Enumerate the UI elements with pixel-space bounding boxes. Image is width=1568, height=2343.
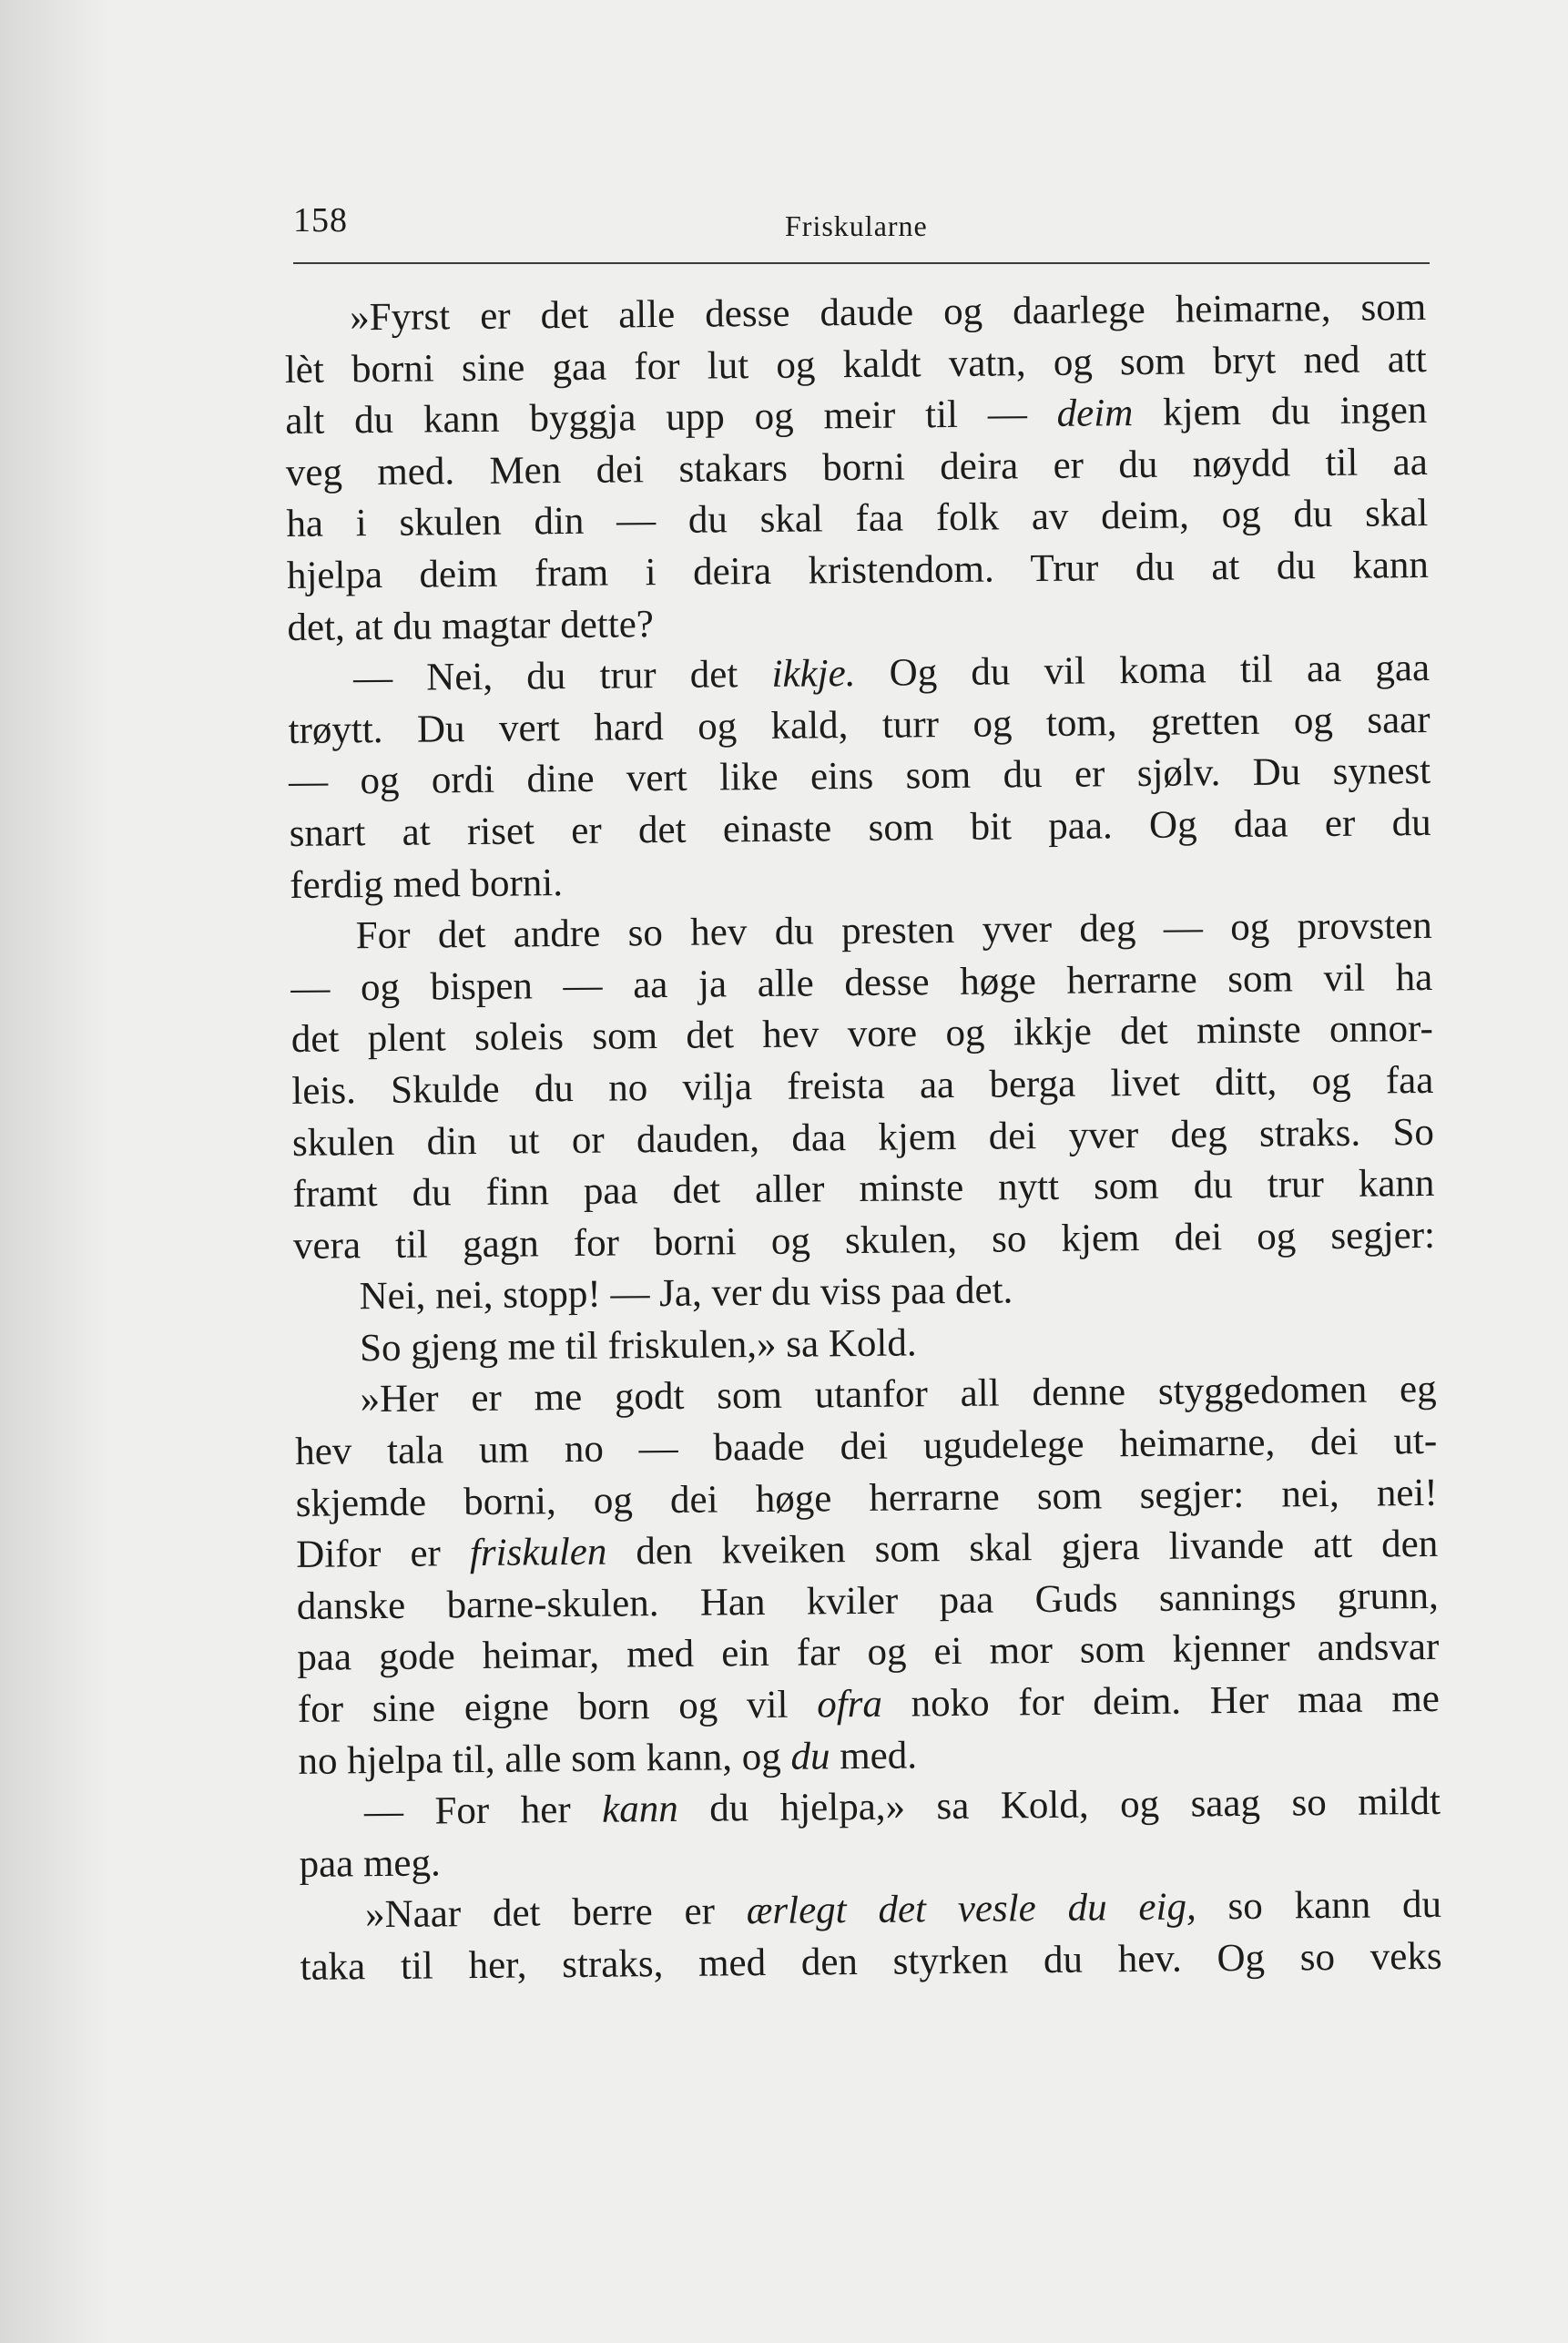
text-line: leis. Skulde du no vilja freista aa berga livet ditt, og faa [291, 1058, 1434, 1113]
text-line: ferdig med borni. [290, 861, 564, 907]
running-title: Friskularne [785, 209, 928, 242]
text-line: danske barne-skulen. Han kviler paa Guds sannings grunn, [296, 1574, 1440, 1628]
text-line: det, at du magtar dette? [287, 602, 655, 649]
emphasis: deim [1056, 392, 1134, 436]
text-line: — og bispen — aa ja alle desse høge herrarne som vil ha [290, 955, 1433, 1010]
text-line: Difor er friskulen den kveiken som skal gjera livande att den [296, 1523, 1439, 1577]
emphasis: kann [601, 1788, 678, 1831]
text-line: »Fyrst er det alle desse daude og daarlege heimarne, som [350, 285, 1427, 340]
text-line: taka til her, straks, med den styrken du hev. Og so veks [300, 1934, 1442, 1989]
text-line: skulen din ut or dauden, daa kjem dei yver deg straks. So [291, 1110, 1435, 1165]
text-line: framt du finn paa det aller minste nytt som du trur kann [292, 1162, 1435, 1217]
text-line: lèt borni sine gaa for lut og kaldt vatn, og som bryt ned att [284, 337, 1427, 392]
text-line: — Nei, du trur det ikkje. Og du vil koma til aa gaa [352, 647, 1431, 700]
text-line: det plent soleis som det hev vore og ikkje det minste onnor- [290, 1007, 1434, 1062]
text-line: for sine eigne born og vil ofra noko for deim. Her maa me [297, 1676, 1441, 1731]
text-line: veg med. Men dei stakars borni deira er du nøydd til aa [285, 440, 1429, 494]
emphasis: ærlegt det vesle du eig, [746, 1885, 1196, 1933]
body-text [284, 282, 1442, 1994]
emphasis: ikkje. [771, 652, 856, 697]
text-line: Nei, nei, stopp! — Ja, ver du viss paa det. [359, 1268, 1013, 1319]
text-line: — For her kann du hjelpa,» sa Kold, og saag so mildt [363, 1780, 1441, 1834]
text-line: hjelpa deim fram i deira kristendom. Trur du at du kann [286, 543, 1430, 597]
text-line: trøytt. Du vert hard og kald, turr og tom, gretten og saar [288, 698, 1431, 752]
text-line: For det andre so hev du presten yver deg — og provsten [355, 904, 1432, 958]
page-header [293, 188, 1430, 264]
text-line: paa meg. [299, 1841, 441, 1886]
text-line: paa gode heimar, med ein far og ei mor som kjenner andsvar [297, 1625, 1440, 1680]
text-line: — og ordi dine vert like eins som du er sjølv. Du synest [288, 749, 1431, 804]
text-line: skjemde borni, og dei høge herrarne som segjer: nei, nei! [295, 1471, 1438, 1525]
text-line: snart at riset er det einaste som bit paa. Og daa er du [289, 800, 1431, 855]
emphasis: ofra [816, 1682, 883, 1727]
emphasis: friskulen [469, 1530, 607, 1575]
page-number: 158 [293, 201, 348, 239]
text-line: hev tala um no — baade dei ugudelege heimarne, dei ut- [294, 1419, 1438, 1474]
text-line: ha i skulen din — du skal faa folk av deim, og du skal [286, 492, 1429, 546]
text-line: vera til gagn for borni og skulen, so kjem dei og segjer: [292, 1213, 1436, 1268]
page-shadow [0, 0, 109, 2343]
text-line: »Naar det berre er ærlegt det vesle du eig, so kann du [364, 1883, 1442, 1937]
text-line: »Her er me godt som utanfor all denne styggedomen eg [360, 1368, 1437, 1421]
text-line: So gjeng me til friskulen,» sa Kold. [359, 1321, 917, 1370]
emphasis: du [790, 1734, 830, 1778]
text-line: alt du kann byggja upp og meir til — deim kjem du ingen [285, 389, 1428, 443]
text-line: no hjelpa til, alle som kann, og du med. [298, 1734, 918, 1783]
